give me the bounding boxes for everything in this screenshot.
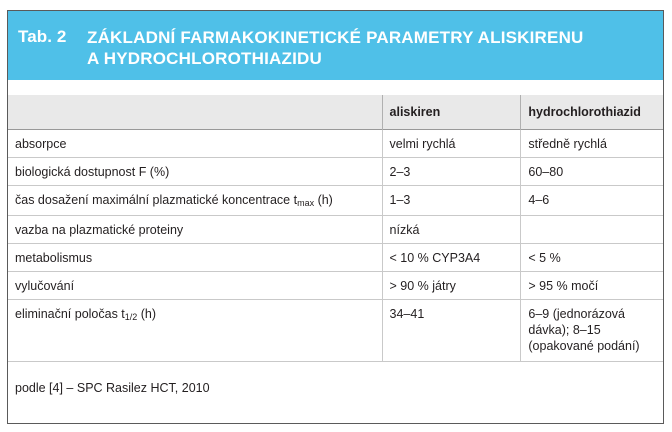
- table-title: [87, 27, 584, 69]
- table-row: [8, 216, 663, 244]
- row-hct-value: 60–80: [528, 165, 564, 179]
- row-aliskiren-value: 1–3: [382, 186, 521, 216]
- row-hct-value: [521, 216, 663, 244]
- row-aliskiren-value: velmi rychlá: [382, 130, 521, 158]
- table-frame: [7, 10, 664, 424]
- source-note: podle [4] – SPC Rasilez HCT, 2010: [15, 381, 210, 395]
- parameter-unit: (h): [137, 307, 157, 321]
- column-header-hydrochlorothiazid: hydrochlorothiazid: [521, 95, 663, 130]
- row-aliskiren-value: 2–3: [382, 158, 521, 186]
- row-parameter: [8, 300, 382, 362]
- row-parameter: [8, 186, 382, 216]
- parameter-subscript: 1/2: [124, 312, 138, 322]
- row-parameter: biologická dostupnost F (%): [8, 158, 382, 186]
- row-parameter: vylučování: [8, 272, 382, 300]
- row-aliskiren-value: nízká: [382, 216, 521, 244]
- row-hct-value: > 95 % močí: [528, 279, 599, 293]
- row-parameter: vazba na plazmatické proteiny: [8, 216, 382, 244]
- tab-label: Tab. 2: [18, 27, 67, 46]
- row-hct-value: < 5 %: [528, 251, 561, 265]
- parameters-table: [8, 95, 663, 362]
- row-aliskiren-value: > 90 % játry: [382, 272, 521, 300]
- table-row: [8, 130, 663, 158]
- row-parameter: absorpce: [8, 130, 382, 158]
- table-row: [8, 186, 663, 216]
- row-hct-value: 4–6: [528, 193, 550, 207]
- column-header-parameter: [8, 95, 382, 130]
- row-parameter: metabolismus: [8, 244, 382, 272]
- row-aliskiren-value: < 10 % CYP3A4: [382, 244, 521, 272]
- table-row: [8, 272, 663, 300]
- parameter-subscript: max: [297, 198, 315, 208]
- table-row: [8, 300, 663, 362]
- row-hct-value: středně rychlá: [528, 137, 607, 151]
- table-header: [8, 11, 663, 80]
- parameter-unit: (h): [314, 193, 333, 207]
- parameter-text: čas dosažení maximální plazmatické koncentrace t: [15, 193, 298, 207]
- parameter-text: eliminační poločas t: [15, 307, 125, 321]
- column-header-row: [8, 95, 663, 130]
- table-row: [8, 158, 663, 186]
- column-header-aliskiren: aliskiren: [382, 95, 521, 130]
- table-row: [8, 244, 663, 272]
- title-line-2: A HYDROCHLOROTHIAZIDU: [87, 49, 322, 68]
- row-aliskiren-value: 34–41: [382, 300, 521, 362]
- row-hct-value: 6–9 (jednorázová dávka); 8–15 (opakované podání): [528, 307, 640, 353]
- title-line-1: ZÁKLADNÍ FARMAKOKINETICKÉ PARAMETRY ALISKIRENU: [87, 28, 584, 47]
